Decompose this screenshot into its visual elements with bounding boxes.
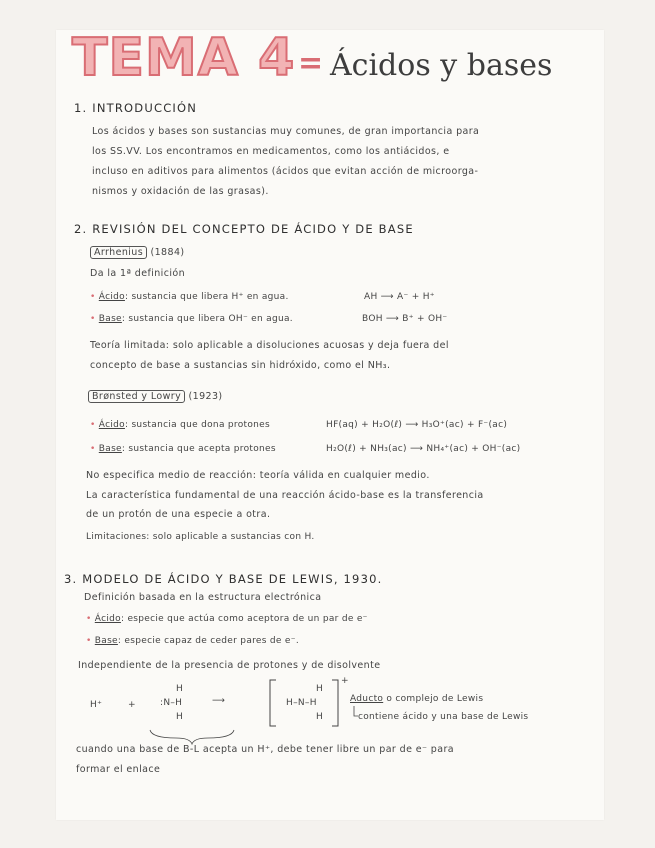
reaction-hplus: H⁺	[90, 700, 103, 710]
left-bracket	[270, 680, 276, 726]
bullet-icon: •	[86, 614, 92, 624]
bronsted-year: (1923)	[188, 391, 223, 402]
reaction-h-top: H	[176, 684, 184, 694]
section1-line: Los ácidos y bases son sustancias muy comunes, de gran importancia para	[92, 126, 480, 137]
arrhenius-base-label: Base	[98, 314, 122, 324]
closing-line: cuando una base de B-L acepta un H⁺, debe tener libre un par de e⁻ para	[76, 744, 454, 755]
reaction-nh3: :N–H	[160, 698, 183, 708]
bronsted-base-def: : sustancia que acepta protones	[121, 444, 276, 454]
closing-line: formar el enlace	[76, 764, 161, 775]
bronsted-acid-eq: HF(aq) + H₂O(ℓ) ⟶ H₃O⁺(ac) + F⁻(ac)	[326, 420, 508, 430]
title-tema: TEMA 4	[72, 28, 296, 88]
bronsted-base-eq: H₂O(ℓ) + NH₃(ac) ⟶ NH₄⁺(ac) + OH⁻(ac)	[326, 444, 521, 454]
section1-line: los SS.VV. Los encontramos en medicamentos, como los antiácidos, e	[92, 146, 450, 157]
section3-intro: Definición basada en la estructura electrónica	[84, 592, 322, 603]
bullet-icon: •	[90, 314, 96, 324]
reactant-brace	[150, 730, 234, 744]
title-subtitle: Ácidos y bases	[330, 48, 553, 83]
adduct-label: Aducto	[350, 694, 384, 704]
section2-heading: 2. REVISIÓN DEL CONCEPTO DE ÁCIDO Y DE BASE	[74, 222, 414, 236]
bullet-icon: •	[90, 444, 96, 454]
product-h-top: H	[316, 684, 324, 694]
reaction-charge: +	[341, 676, 349, 686]
reaction-product: H–N–H	[286, 698, 317, 708]
bronsted-name: Brønsted y Lowry	[88, 390, 185, 403]
bullet-icon: •	[90, 420, 96, 430]
section1-line: incluso en aditivos para alimentos (ácidos que evitan acción de microorga-	[92, 166, 479, 177]
adduct-hook	[354, 706, 358, 716]
arrhenius-year: (1884)	[150, 247, 185, 258]
arrhenius-acid-eq: AH ⟶ A⁻ + H⁺	[364, 292, 435, 302]
adduct-note: contiene ácido y una base de Lewis	[358, 712, 529, 722]
reaction-plus: +	[128, 700, 136, 710]
lewis-acid-def: : especie que actúa como aceptora de un par de e⁻	[120, 614, 368, 624]
bronsted-acid-def: : sustancia que dona protones	[124, 420, 271, 430]
bronsted-note: de un protón de una especie a otra.	[86, 509, 271, 520]
bullet-icon: •	[86, 636, 92, 646]
lewis-acid-label: Ácido	[94, 614, 121, 624]
section1-heading: 1. INTRODUCCIÓN	[74, 101, 198, 115]
title-equals: =	[298, 46, 324, 81]
adduct-rest: o complejo de Lewis	[386, 694, 484, 704]
section3-independent: Independiente de la presencia de protones y de disolvente	[78, 660, 381, 671]
right-bracket	[332, 680, 338, 726]
arrhenius-acid-def: : sustancia que libera H⁺ en agua.	[124, 292, 289, 302]
bronsted-limits: Limitaciones: solo aplicable a sustancias con H.	[86, 532, 315, 542]
arrhenius-base-def: : sustancia que libera OH⁻ en agua.	[121, 314, 293, 324]
bronsted-note: La característica fundamental de una reacción ácido-base es la transferencia	[86, 490, 484, 501]
bronsted-note: No especifica medio de reacción: teoría válida en cualquier medio.	[86, 470, 430, 481]
bronsted-acid-label: Ácido	[98, 420, 125, 430]
arrhenius-note: Teoría limitada: solo aplicable a disoluciones acuosas y deja fuera del	[90, 340, 449, 351]
lewis-base-def: : especie capaz de ceder pares de e⁻.	[117, 636, 299, 646]
section1-line: nismos y oxidación de las grasas).	[92, 186, 269, 197]
lewis-base-label: Base	[94, 636, 118, 646]
bronsted-base-label: Base	[98, 444, 122, 454]
reaction-arrow: ⟶	[212, 696, 226, 706]
arrhenius-note: concepto de base a sustancias sin hidróxido, como el NH₃.	[90, 360, 391, 371]
reaction-h-bot: H	[176, 712, 184, 722]
section3-heading: 3. MODELO DE ÁCIDO Y BASE DE LEWIS, 1930.	[64, 572, 383, 586]
arrhenius-base-eq: BOH ⟶ B⁺ + OH⁻	[362, 314, 448, 324]
arrhenius-intro: Da la 1ª definición	[90, 268, 185, 279]
arrhenius-name: Arrhenius	[90, 246, 147, 259]
product-h-bot: H	[316, 712, 324, 722]
arrhenius-acid-label: Ácido	[98, 292, 125, 302]
bullet-icon: •	[90, 292, 96, 302]
